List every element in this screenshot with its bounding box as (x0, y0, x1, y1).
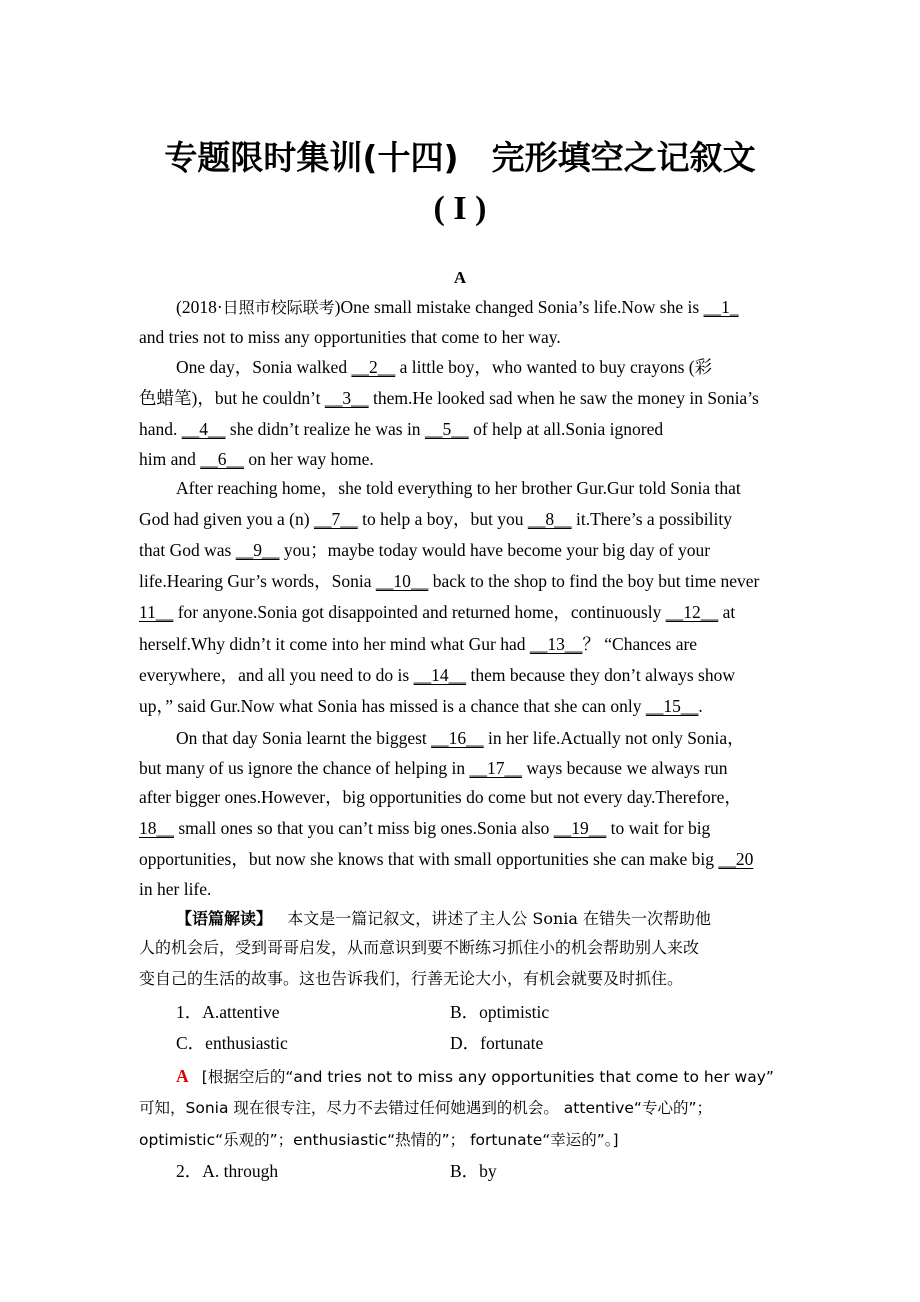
section-label: A (453, 268, 467, 287)
passage-line (139, 878, 815, 900)
blank-number[interactable]: __2__ (351, 357, 396, 377)
passage-text: After reaching home，she told everything to her brother Gur.Gur told Sonia that (176, 478, 741, 498)
blank-number[interactable]: __14__ (413, 665, 467, 685)
passage-line (139, 757, 815, 779)
answer-letter: A (176, 1066, 189, 1086)
passage-text: you；maybe today would have become your big day of your (279, 540, 711, 560)
page-subtitle: ( I ) (433, 190, 487, 227)
option-1b: B．optimistic (450, 1002, 550, 1022)
passage-line (139, 786, 815, 808)
passage-text: she didn’t realize he was in (225, 419, 425, 439)
passage-text: ways because we always run (521, 758, 728, 778)
blank-number[interactable]: 18__ (139, 818, 174, 838)
passage-line (176, 296, 816, 319)
blank-number[interactable]: __10__ (375, 571, 429, 591)
blank-number[interactable]: __20 (718, 849, 754, 869)
passage-line (139, 326, 815, 348)
passage-text: ？ “Chances are (582, 634, 698, 654)
passage-line (139, 817, 815, 839)
passage-text: herself.Why didn’t it come into her mind what Gur had (139, 634, 530, 654)
passage-text: but many of us ignore the chance of helping in (139, 758, 470, 778)
passage-text: 日照市校际联考 (222, 298, 335, 317)
passage-text: in her life.Actually not only Sonia， (483, 728, 745, 748)
blank-number[interactable]: __6__ (200, 449, 244, 469)
passage-text: small ones so that you can’t miss big ones.Sonia also (174, 818, 554, 838)
passage-line (139, 633, 815, 655)
passage-text: up，” said Gur.Now what Sonia has missed is a chance that she can only (139, 696, 646, 716)
passage-text: hand. (139, 419, 182, 439)
passage-text: to wait for big (606, 818, 711, 838)
passage-text: on her way home. (244, 449, 374, 469)
passage-line (139, 387, 815, 409)
passage-text: in her life. (139, 879, 212, 899)
passage-text: them.He looked sad when he saw the money in Sonia’s (368, 388, 759, 408)
blank-number[interactable]: __1_ (703, 297, 739, 317)
explanation-line: 可知，Sonia 现在很专注，尽力不去错过任何她遇到的机会。 attentive“专心的”； (139, 1099, 712, 1117)
summary-label: 【语篇解读】 (176, 909, 273, 928)
blank-number[interactable]: __19__ (553, 818, 607, 838)
passage-text: of help at all.Sonia ignored (468, 419, 664, 439)
passage-text: (2018· (176, 297, 223, 317)
blank-number[interactable]: __5__ (424, 419, 469, 439)
blank-number[interactable]: __13__ (529, 634, 583, 654)
passage-line (139, 418, 815, 440)
passage-line (176, 477, 816, 499)
passage-line (176, 356, 816, 378)
blank-number[interactable]: __16__ (431, 728, 484, 748)
passage-text: back to the shop to find the boy but time never (428, 571, 760, 591)
passage-text: On that day Sonia learnt the biggest (176, 728, 432, 748)
summary (176, 907, 816, 930)
blank-number[interactable]: __4__ (181, 419, 226, 439)
passage-text: for anyone.Sonia got disappointed and returned home，continuously (173, 602, 666, 622)
passage-line (139, 695, 815, 717)
passage-line (139, 601, 815, 623)
passage-text: to help a boy，but you (357, 509, 528, 529)
blank-number[interactable]: __7__ (313, 509, 358, 529)
option-1a: 1．A.attentive (176, 1002, 280, 1022)
passage-text: God had given you a (n) (139, 509, 314, 529)
passage-line (176, 727, 816, 749)
passage-text: opportunities，but now she knows that with small opportunities she can make big (139, 849, 719, 869)
passage-text: everywhere，and all you need to do is (139, 665, 414, 685)
summary-line: 变自己的生活的故事。这也告诉我们，行善无论大小，有机会就要及时抓住。 (139, 969, 684, 988)
passage-text: One day，Sonia walked (176, 357, 352, 377)
blank-number[interactable]: __12__ (665, 602, 719, 622)
explanation-line: optimistic“乐观的”；enthusiastic“热情的”； fortunate“幸运的”。] (139, 1131, 619, 1149)
option-1c: C．enthusiastic (176, 1033, 288, 1053)
passage-text: life.Hearing Gur’s words，Sonia (139, 571, 376, 591)
passage-text: 色蜡笔)，but he couldn’t (139, 388, 325, 408)
passage-line (139, 508, 815, 530)
blank-number[interactable]: __8__ (527, 509, 572, 529)
passage-line (139, 570, 815, 592)
passage-line (139, 848, 815, 870)
summary-line: 人的机会后，受到哥哥启发，从而意识到要不断练习抓住小的机会帮助别人来改 (139, 938, 700, 957)
passage-text: them because they don’t always show (466, 665, 735, 685)
passage-text: him and (139, 449, 201, 469)
summary-text: 本文是一篇记叙文，讲述了主人公 Sonia 在错失一次帮助他 (287, 909, 712, 928)
option-2a: 2．A. through (176, 1161, 279, 1181)
blank-number[interactable]: __17__ (469, 758, 522, 778)
passage-text: and tries not to miss any opportunities that come to her way. (139, 327, 561, 347)
passage-line (139, 448, 815, 470)
passage-line (139, 664, 815, 686)
blank-number[interactable]: __3__ (324, 388, 369, 408)
blank-number[interactable]: __9__ (235, 540, 280, 560)
explanation-text: [根据空后的“and tries not to miss any opportunities that come to her way” (201, 1068, 774, 1086)
option-1d: D．fortunate (450, 1033, 544, 1053)
blank-number[interactable]: __15__ (645, 696, 699, 716)
page-title: 专题限时集训(十四) 完形填空之记叙文 (164, 138, 756, 177)
passage-text: that God was (139, 540, 236, 560)
passage-text: at (718, 602, 736, 622)
explanation (176, 1065, 816, 1088)
passage-text: )One small mistake changed Sonia’s life.Now she is (334, 297, 704, 317)
passage-text: it.There’s a possibility (571, 509, 732, 529)
passage-text: . (698, 696, 703, 716)
passage-text: a little boy，who wanted to buy crayons (彩 (395, 357, 713, 377)
blank-number[interactable]: 11__ (139, 602, 174, 622)
option-2b: B．by (450, 1161, 497, 1181)
passage-text: after bigger ones.However，big opportunities do come but not every day.Therefore， (139, 787, 742, 807)
passage-line (139, 539, 815, 561)
